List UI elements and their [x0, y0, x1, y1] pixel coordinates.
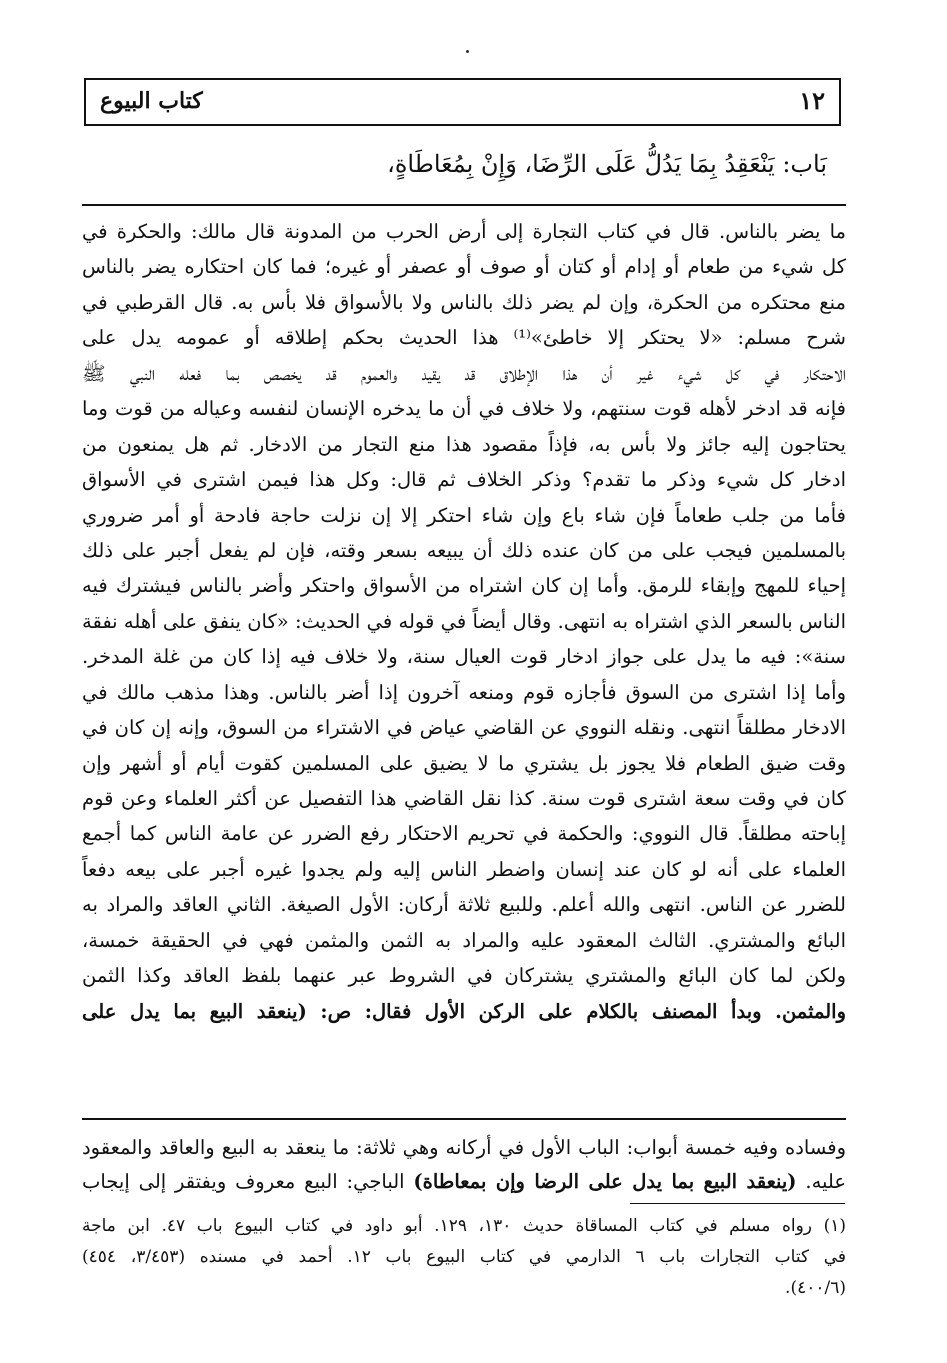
- scan-dot: [466, 50, 469, 53]
- top-divider: [82, 204, 846, 206]
- footnotes: [82, 1211, 846, 1304]
- text-line: وقت ضيق الطعام فلا يجوز بل يشتري ما لا يضيق على المسلمين كقوت أيام أو أشهر وإن: [82, 751, 846, 775]
- footnote-line: في كتاب التجارات باب ٦ الدارمي في كتاب البيوع باب ١٢. أحمد في مسنده (٣/٤٥٣، ٤٥٤): [82, 1247, 846, 1267]
- text-line: كان في وقت سعة اشترى قوت سنة. كذا نقل القاضي هذا التفصيل عن أكثر العلماء وعن قوم: [82, 787, 846, 810]
- text-line: الاحتكار في كل شيء غير أن هذا الإطلاق قد يقيد والعموم قد يخصص بما فعله النبي ﷺ: [82, 361, 846, 385]
- text-line: والمثمن. وبدأ المصنف بالكلام على الركن الأول فقال: ص: (ينعقد البيع بما يدل على: [82, 999, 846, 1023]
- text-line: ولكن لما كان البائع والمشتري يشتركان في الشروط عبر عنهما بلفظ العاقد وكذا الثمن: [82, 964, 846, 988]
- text-line: فأما من جلب طعاماً فإن شاء باع وإن شاء احتكر إلا إن نزلت حاجة فادحة أو أمر ضروري: [82, 503, 846, 527]
- text-line: إحياء للمهج وإبقاء للرمق. وأما إن كان اشتراه من الأسواق واحتكر وأضر بالناس فيشترك فيه: [82, 574, 846, 598]
- text-line: ادخار كل شيء وذكر ما تقدم؟ وذكر الخلاف ثم قال: وكل هذا فيمن اشترى في الأسواق: [82, 468, 846, 492]
- text-line: شرح مسلم: «لا يحتكر إلا خاطئ»⁽¹⁾ هذا الحديث بحكم إطلاقه أو عمومه يدل على: [82, 326, 846, 350]
- page-number: ١٢: [799, 86, 825, 115]
- text-line: فإنه قد ادخر لأهله قوت سنتهم، ولا خلاف في أن ما يدخره الإنسان لنفسه وعياله من قوت وما: [82, 397, 846, 421]
- matn-quote: (ينعقد البيع بما يدل على الرضا وإن بمعاطاة): [413, 1170, 797, 1193]
- text-line: منع محتكره من الحكرة، وإن لم يضر ذلك بالناس ولا بالأسواق فلا بأس به. قال القرطبي في: [82, 290, 846, 314]
- commentary-text: [82, 214, 846, 1029]
- text-line: البائع والمشتري. الثالث المعقود عليه والمراد به الثمن والمثمن فهي في الحقيقة خمسة،: [82, 928, 846, 952]
- footnote-divider: [630, 1203, 845, 1204]
- chapter-title: بَاب: يَنْعَقِدُ بِمَا يَدُلُّ عَلَى الرِّضَا، وَإِنْ بِمُعَاطَاةٍ،: [387, 150, 827, 178]
- matn-text: [82, 1131, 846, 1199]
- footnote-line: (٤٠٠/٦).: [785, 1278, 846, 1298]
- text-line: الادخار مطلقاً انتهى. ونقله النووي عن القاضي عياض في الاشتراء من السوق، وإنه إن كان في: [82, 716, 846, 740]
- text-line: الناس بالسعر الذي اشتراه به انتهى. وقال أيضاً في قوله في الحديث: «كان ينفق على أهله نفقة: [82, 609, 846, 633]
- text-line: العلماء على أنه لو كان عند إنسان واضطر الناس إليه ولم يجدوا غيره أجبر على بيعه دفعاً: [82, 857, 846, 881]
- text-line: يحتاجون إليه جائز ولا بأس به، فإذاً مقصود هذا منع التجار من الادخار. ثم هل يمنعون من: [82, 432, 846, 456]
- middle-divider: [82, 1118, 846, 1120]
- matn-line: وفساده وفيه خمسة أبواب: الباب الأول في أركانه وهي ثلاثة: ما ينعقد به البيع والعاقد والمعقود: [82, 1136, 846, 1159]
- text-line: ما يضر بالناس. قال في كتاب التجارة إلى أرض الحرب من المدونة قال مالك: والحكرة في: [82, 220, 846, 243]
- text-line: إباحته مطلقاً. قال النووي: والحكمة في تحريم الاحتكار رفع الضرر عن عامة الناس كما أجمع: [82, 822, 846, 846]
- page-header: [84, 78, 841, 126]
- text-line: للضرر عن الناس. انتهى والله أعلم. وللبيع ثلاثة أركان: الأول الصيغة. الثاني العاقد والمراد به: [82, 893, 846, 917]
- matn-line: [82, 1165, 846, 1199]
- text-line: وأما إذا اشترى من السوق فأجازه قوم ومنعه آخرون إذا أضر بالناس. وهذا مذهب مالك في: [82, 680, 846, 704]
- matn-segment: عليه.: [796, 1170, 846, 1193]
- header-book-title: كتاب البيوع: [100, 88, 203, 114]
- text-line: بالمسلمين فيجب على من كان عنده ذلك أن يبيعه بسعر وقته، فإن لم يفعل أجبر على ذلك: [82, 538, 846, 562]
- text-line: كل شيء من طعام أو إدام أو كتان أو صوف أو عصفر أو غيره؛ فما كان احتكاره يضر بالناس: [82, 255, 846, 279]
- text-line: سنة»: فيه ما يدل على جواز ادخار قوت العيال سنة، ولا خلاف فيه إذا كان من غلة المدخر.: [82, 645, 846, 669]
- footnote-line: (١) رواه مسلم في كتاب المساقاة حديث ١٣٠، ١٢٩. أبو داود في كتاب البيوع باب ٤٧. ابن ماجة: [82, 1216, 846, 1236]
- matn-segment: الباجي: البيع معروف ويفتقر إلى إيجاب: [82, 1170, 414, 1193]
